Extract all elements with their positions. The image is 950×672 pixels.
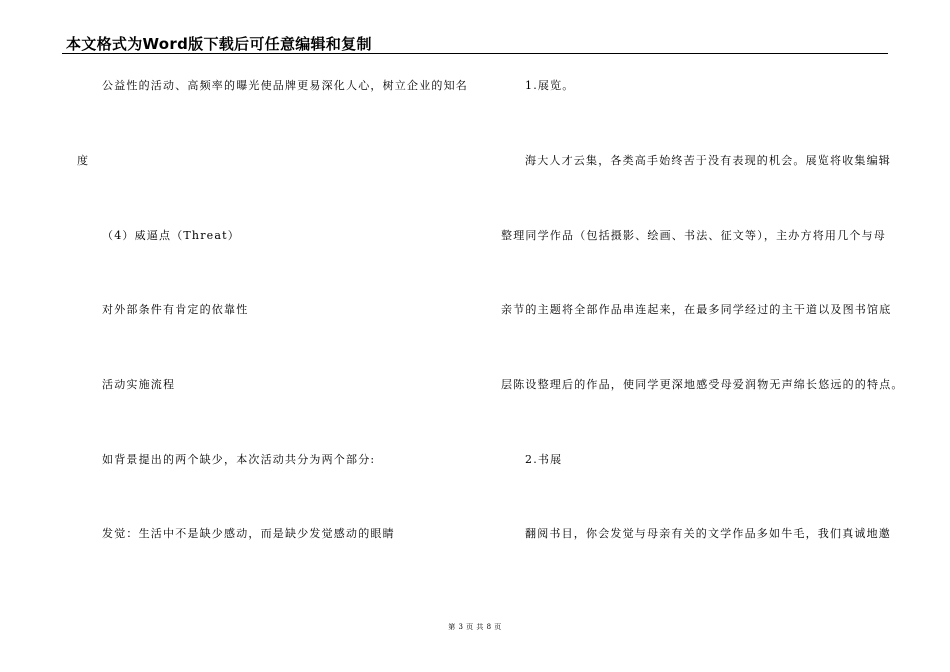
right-column-line: 层陈设整理后的作品，使同学更深地感受母爱润物无声绵长悠远的的特点。 — [501, 378, 904, 391]
left-column-line: 活动实施流程 — [102, 378, 176, 391]
right-column-line: 翻阅书目，你会发觉与母亲有关的文学作品多如牛毛，我们真诚地邀 — [525, 527, 891, 540]
document-header-banner: 本文格式为Word版下载后可任意编辑和复制 — [66, 35, 372, 53]
right-column-line: 整理同学作品（包括摄影、绘画、书法、征文等），主办方将用几个与母 — [501, 229, 886, 242]
left-column-line: 如背景提出的两个缺少，本次活动共分为两个部分: — [102, 453, 376, 466]
left-column-line: 发觉：生活中不是缺少感动，而是缺少发觉感动的眼睛 — [102, 527, 395, 540]
right-column-line: 海大人才云集，各类高手始终苦于没有表现的机会。展览将收集编辑 — [525, 154, 891, 167]
right-column-line: 2.书展 — [525, 453, 563, 466]
right-column-line: 亲节的主题将全部作品串连起来，在最多同学经过的主干道以及图书馆底 — [501, 303, 892, 316]
left-column-line: 公益性的活动、高频率的曝光使品牌更易深化人心，树立企业的知名 — [102, 79, 468, 92]
header-divider — [62, 53, 888, 54]
left-column-line: 度 — [77, 154, 90, 167]
left-column-line: （4）威逼点（Threat） — [102, 229, 240, 242]
page-number-footer: 第 3 页 共 8 页 — [448, 623, 502, 631]
right-column-line: 1.展览。 — [525, 79, 575, 92]
left-column-line: 对外部条件有肯定的依靠性 — [102, 303, 249, 316]
